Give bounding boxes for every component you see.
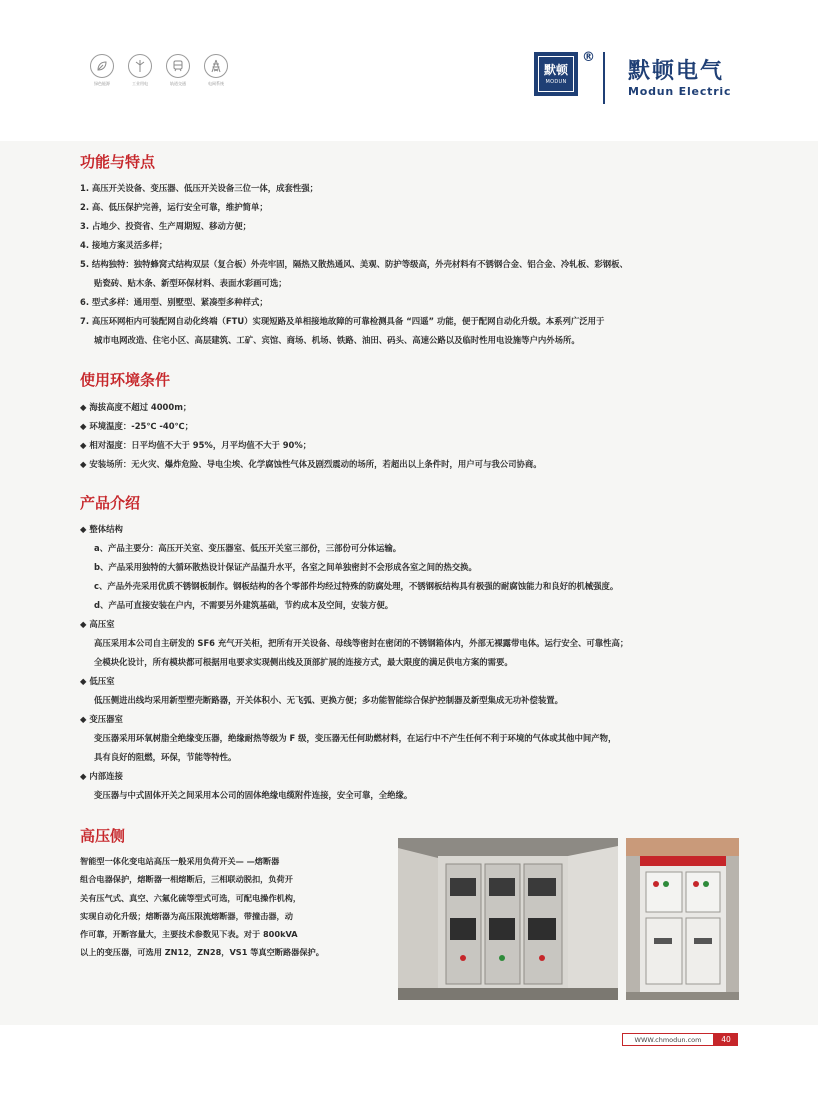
overall-structure-item: d、产品可直接安装在户内，不需要另外建筑基础，节约成本及空间，安装方便。 [94, 600, 394, 610]
hv-side-line: 关有压气式、真空、六氟化硫等型式可选，可配电操作机构， [80, 892, 302, 903]
transformer-room-text: 变压器采用环氧树脂全绝缘变压器，绝缘耐热等级为 F 级，变压器无任何助燃材料，在运行中不产生任何不利于环境的气体或其他中间产物， [94, 733, 617, 743]
brand-name-cn: 默顿电气 [628, 59, 725, 84]
environment-item: ◆ 环境温度：-25℃ -40℃； [80, 421, 194, 431]
overall-structure-item: b、产品采用独特的大循环散热设计保证产品温升水平，各室之间单独密封不会形成各室之间的热交换。 [94, 562, 477, 572]
hv-side-line: 以上的变压器，可选用 ZN12，ZN28，VS1 等真空断路器保护。 [80, 947, 324, 958]
environment-item: ◆ 安装场所：无火灾、爆炸危险、导电尘埃、化学腐蚀性气体及剧烈震动的场所，若超出以上条件时，用户可与我公司协商。 [80, 459, 542, 469]
train-icon [166, 54, 190, 78]
lv-room-text: 低压侧进出线均采用新型塑壳断路器，开关体积小、无飞弧、更换方便；多功能智能综合保护控制器及新型集成无功补偿装置。 [94, 695, 563, 705]
feature-item: 6. 型式多样：通用型、别墅型、紧凑型多种样式； [80, 297, 268, 307]
registered-mark: ® [582, 50, 595, 65]
footer-website: WWW.chmodun.com [622, 1033, 714, 1046]
switchgear-cabinet-photo [398, 838, 618, 1000]
icon-item-industrial: 工业用电 [126, 54, 154, 87]
lv-room-heading: ◆ 低压室 [80, 676, 115, 686]
transformer-room-text: 具有良好的阻燃，环保，节能等特性。 [94, 752, 237, 762]
environment-item: ◆ 相对湿度：日平均值不大于 95%，月平均值不大于 90%； [80, 440, 312, 450]
header-icon-row [88, 54, 230, 87]
hv-side-line: 作可靠，开断容量大，主要技术参数见下表。对于 800kVA [80, 929, 298, 940]
transformer-room-heading: ◆ 变压器室 [80, 714, 123, 724]
logo-divider [603, 52, 605, 104]
environment-item: ◆ 海拔高度不超过 4000m； [80, 402, 192, 412]
hv-side-line: 组合电器保护，熔断器一相熔断后，三相联动脱扣，负荷开 [80, 874, 293, 885]
feature-item: 1. 高压开关设备、变压器、低压开关设备三位一体，成套性强； [80, 183, 319, 193]
wind-turbine-icon [128, 54, 152, 78]
hv-room-text: 全模块化设计，所有模块都可根据用电要求实现侧出线及顶部扩展的连接方式，最大限度的满足供电方案的需要。 [94, 657, 513, 667]
environment-title: 使用环境条件 [80, 371, 171, 389]
hv-cabinet-photo [626, 838, 739, 1000]
overall-structure-item: a、产品主要分：高压开关室、变压器室、低压开关室三部份，三部份可分体运输。 [94, 543, 402, 553]
hv-room-heading: ◆ 高压室 [80, 619, 115, 629]
hv-room-text: 高压采用本公司自主研发的 SF6 充气开关柜，把所有开关设备、母线等密封在密闭的不锈钢箱体内，外部无裸露带电体。运行安全、可靠性高； [94, 638, 629, 648]
overall-structure-item: c、产品外壳采用优质不锈钢板制作。钢板结构的各个零部件均经过特殊的防腐处理，不锈钢板结构具有极强的耐腐蚀能力和良好的机械强度。 [94, 581, 619, 591]
power-tower-icon [204, 54, 228, 78]
feature-item: 5. 结构独特：独特蜂窝式结构双层（复合板）外壳牢固，隔热又散热通风、美观、防护等级高，外壳材料有不锈钢合金、铝合金、冷轧板、彩钢板、 [80, 259, 628, 269]
overall-structure-heading: ◆ 整体结构 [80, 524, 123, 534]
feature-item: 2. 高、低压保护完善，运行安全可靠，维护简单； [80, 202, 268, 212]
feature-item: 4. 接地方案灵活多样； [80, 240, 168, 250]
page-number: 40 [714, 1033, 738, 1046]
leaf-icon [90, 54, 114, 78]
brand-name-en: Modun Electric [628, 85, 732, 98]
logo-cn-text: 默顿 [543, 62, 568, 77]
feature-item-continued: 贴瓷砖、贴木条、新型环保材料、表面水彩画可选； [94, 278, 287, 288]
icon-item-green-energy: 绿色能源 [88, 54, 116, 87]
company-logo [534, 52, 578, 96]
hv-side-paragraph [80, 852, 370, 962]
logo-en-text: MODUN [545, 78, 567, 85]
internal-connection-text: 变压器与中式固体开关之间采用本公司的固体绝缘电缆附件连接，安全可靠，全绝缘。 [94, 790, 413, 800]
hv-side-line: 实现自动化升级；熔断器为高压限流熔断器，带撞击器，动 [80, 910, 293, 921]
feature-item: 3. 占地少、投资省、生产周期短、移动方便； [80, 221, 252, 231]
feature-item: 7. 高压环网柜内可装配网自动化终端（FTU）实现短路及单相接地故障的可靠检测具备 “四遥” 功能，便于配网自动化升级。本系列广泛用于 [80, 316, 605, 326]
product-title: 产品介绍 [80, 494, 141, 512]
hv-side-line: 智能型一体化变电站高压一般采用负荷开关— —熔断器 [80, 856, 280, 866]
icon-item-rail: 轨道交通 [164, 54, 192, 87]
internal-connection-heading: ◆ 内部连接 [80, 771, 123, 781]
hv-side-title: 高压侧 [80, 827, 126, 845]
feature-item-continued: 城市电网改造、住宅小区、高层建筑、工矿、宾馆、商场、机场、铁路、油田、码头、高速公路以及临时性用电设施等户内外场所。 [94, 335, 580, 345]
icon-item-grid: 电网系统 [202, 54, 230, 87]
features-title: 功能与特点 [80, 153, 156, 171]
